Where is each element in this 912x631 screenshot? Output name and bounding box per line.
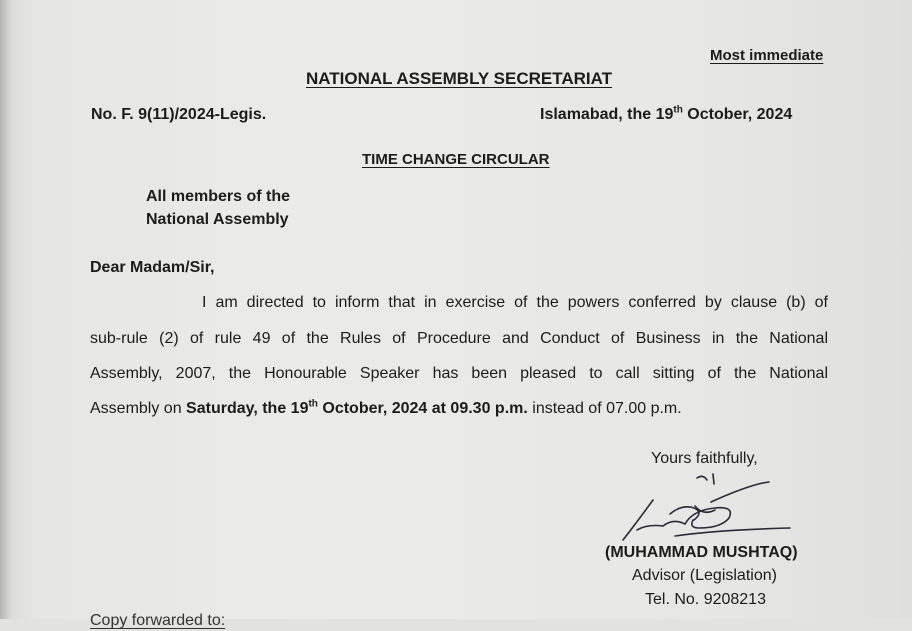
body-line-2: sub-rule (2) of rule 49 of the Rules of Procedure and Conduct of Business in the National: [90, 330, 828, 347]
salutation: Dear Madam/Sir,: [90, 259, 215, 276]
signatory-designation: Advisor (Legislation): [632, 567, 777, 584]
priority-label: Most immediate: [710, 47, 824, 64]
page-edge-shadow: [0, 0, 14, 619]
letter-date: Islamabad, the 19th October, 2024: [540, 104, 793, 123]
file-number: No. F. 9(11)/2024-Legis.: [91, 106, 267, 123]
body-line-1: I am directed to inform that in exercise of the powers conferred by clause (b) of: [202, 294, 828, 311]
addressee-line-1: All members of the: [146, 188, 291, 205]
closing-phrase: Yours faithfully,: [651, 450, 758, 467]
signatory-name: (MUHAMMAD MUSHTAQ): [605, 544, 798, 561]
handwritten-signature: [615, 470, 805, 550]
signatory-telephone: Tel. No. 9208213: [645, 591, 766, 608]
office-heading: NATIONAL ASSEMBLY SECRETARIAT: [306, 69, 613, 88]
addressee-line-2: National Assembly: [146, 211, 289, 228]
circular-title: TIME CHANGE CIRCULAR: [362, 151, 550, 168]
body-line-3: Assembly, 2007, the Honourable Speaker has been pleased to call sitting of the National: [90, 365, 828, 382]
copy-forwarded-label: Copy forwarded to:: [90, 612, 226, 629]
body-line-4: Assembly on Saturday, the 19th October, 2024 at 09.30 p.m. instead of 07.00 p.m.: [90, 398, 682, 417]
